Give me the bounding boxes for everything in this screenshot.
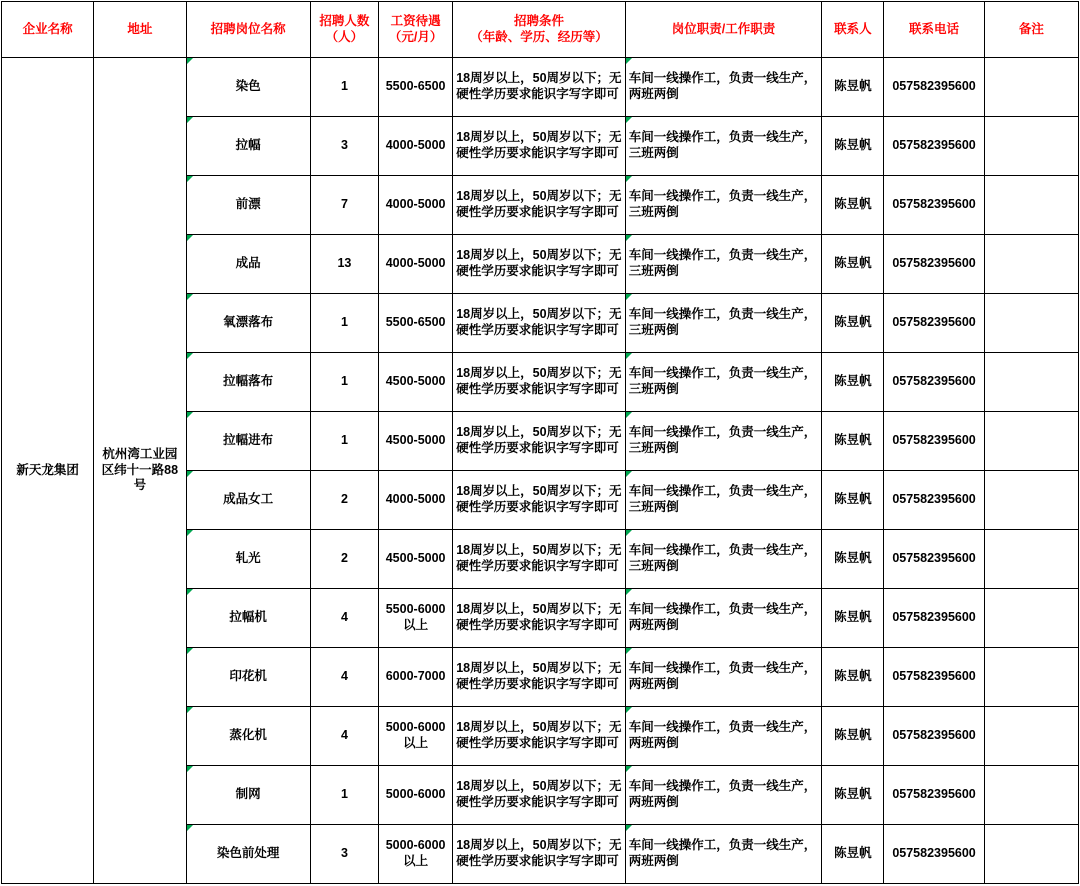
corner-marker-icon [626, 707, 632, 713]
cell-post-text: 制网 [235, 787, 261, 802]
cell-remark [984, 176, 1078, 235]
column-header-remark: 备注 [984, 2, 1078, 58]
cell-salary-text: 5500-6000以上 [385, 602, 446, 632]
cell-post-text: 拉幅 [235, 138, 261, 153]
cell-headcount-text: 13 [337, 256, 352, 271]
cell-salary [379, 235, 453, 294]
cell-duty [625, 117, 822, 176]
cell-condition-text: 18周岁以上，50周岁以下；无硬性学历要求能识字写字即可 [456, 425, 622, 455]
recruitment-table [1, 1, 1079, 884]
cell-post-text: 拉幅落布 [223, 374, 274, 389]
cell-headcount-text: 7 [340, 197, 348, 212]
cell-headcount [310, 707, 378, 766]
cell-condition [453, 471, 625, 530]
cell-duty [625, 589, 822, 648]
cell-condition-text: 18周岁以上，50周岁以下；无硬性学历要求能识字写字即可 [456, 779, 622, 809]
cell-post-text: 拉幅进布 [223, 433, 274, 448]
cell-company: 新天龙集团 [2, 58, 94, 884]
table-header-row [2, 2, 1079, 58]
cell-headcount-text: 4 [340, 610, 348, 625]
table-body [2, 58, 1079, 884]
cell-salary [379, 589, 453, 648]
cell-condition [453, 707, 625, 766]
cell-duty-text: 车间一线操作工，负责一线生产，两班两倒 [628, 720, 817, 750]
cell-phone [884, 58, 984, 117]
corner-marker-icon [626, 530, 632, 536]
cell-phone [884, 825, 984, 884]
corner-marker-icon [187, 707, 193, 713]
cell-salary-text: 5000-6000以上 [385, 720, 446, 750]
cell-salary [379, 707, 453, 766]
cell-phone [884, 353, 984, 412]
cell-duty-text: 车间一线操作工，负责一线生产，两班两倒 [628, 838, 817, 868]
cell-duty-text: 车间一线操作工，负责一线生产，三班两倒 [628, 307, 817, 337]
cell-contact-text: 陈昱帆 [834, 138, 872, 153]
corner-marker-icon [187, 648, 193, 654]
cell-remark [984, 353, 1078, 412]
cell-salary-text: 5000-6000以上 [385, 838, 446, 868]
cell-condition-text: 18周岁以上，50周岁以下；无硬性学历要求能识字写字即可 [456, 838, 622, 868]
cell-post [186, 530, 310, 589]
cell-salary-text: 5500-6500 [385, 79, 446, 94]
cell-contact [822, 58, 884, 117]
corner-marker-icon [187, 530, 193, 536]
cell-salary-text: 5500-6500 [385, 315, 446, 330]
cell-duty-text: 车间一线操作工，负责一线生产，两班两倒 [628, 71, 817, 101]
cell-post-text: 印花机 [229, 669, 267, 684]
cell-phone-text: 057582395600 [892, 846, 976, 861]
cell-post [186, 176, 310, 235]
cell-duty [625, 707, 822, 766]
cell-remark [984, 766, 1078, 825]
cell-phone-text: 057582395600 [892, 79, 976, 94]
corner-marker-icon [626, 58, 632, 64]
table-row [2, 58, 1079, 117]
cell-headcount-text: 3 [340, 846, 348, 861]
cell-headcount [310, 589, 378, 648]
cell-contact [822, 117, 884, 176]
cell-contact [822, 471, 884, 530]
cell-phone-text: 057582395600 [892, 315, 976, 330]
cell-address: 杭州湾工业园区纬十一路88号 [94, 58, 186, 884]
cell-post-text: 染色 [235, 79, 261, 94]
cell-phone-text: 057582395600 [892, 256, 976, 271]
cell-condition [453, 294, 625, 353]
cell-duty-text: 车间一线操作工，负责一线生产，三班两倒 [628, 189, 817, 219]
corner-marker-icon [187, 117, 193, 123]
corner-marker-icon [626, 825, 632, 831]
cell-contact [822, 707, 884, 766]
corner-marker-icon [626, 353, 632, 359]
cell-salary [379, 766, 453, 825]
cell-contact-text: 陈昱帆 [834, 610, 872, 625]
cell-salary [379, 353, 453, 412]
cell-headcount-text: 3 [340, 138, 348, 153]
cell-headcount-text: 4 [340, 728, 348, 743]
cell-duty-text: 车间一线操作工，负责一线生产，两班两倒 [628, 779, 817, 809]
cell-phone [884, 235, 984, 294]
cell-duty-text: 车间一线操作工，负责一线生产，三班两倒 [628, 248, 817, 278]
corner-marker-icon [187, 294, 193, 300]
cell-contact-text: 陈昱帆 [834, 315, 872, 330]
cell-condition [453, 58, 625, 117]
cell-salary-text: 4000-5000 [385, 256, 446, 271]
cell-condition [453, 589, 625, 648]
cell-phone-text: 057582395600 [892, 787, 976, 802]
cell-post [186, 235, 310, 294]
cell-salary [379, 176, 453, 235]
cell-contact [822, 294, 884, 353]
cell-phone [884, 589, 984, 648]
corner-marker-icon [626, 176, 632, 182]
cell-phone [884, 412, 984, 471]
cell-phone-text: 057582395600 [892, 197, 976, 212]
cell-post [186, 58, 310, 117]
cell-headcount [310, 648, 378, 707]
cell-headcount-text: 2 [340, 492, 348, 507]
corner-marker-icon [187, 589, 193, 595]
cell-duty-text: 车间一线操作工，负责一线生产，三班两倒 [628, 130, 817, 160]
cell-phone-text: 057582395600 [892, 433, 976, 448]
corner-marker-icon [626, 766, 632, 772]
column-header-contact: 联系人 [822, 2, 884, 58]
cell-post [186, 117, 310, 176]
cell-duty [625, 530, 822, 589]
cell-remark [984, 471, 1078, 530]
corner-marker-icon [187, 412, 193, 418]
cell-post-text: 前漂 [235, 197, 261, 212]
cell-salary [379, 117, 453, 176]
cell-headcount-text: 1 [340, 79, 348, 94]
corner-marker-icon [187, 235, 193, 241]
cell-duty-text: 车间一线操作工，负责一线生产，三班两倒 [628, 425, 817, 455]
cell-condition-text: 18周岁以上，50周岁以下；无硬性学历要求能识字写字即可 [456, 720, 622, 750]
cell-phone-text: 057582395600 [892, 492, 976, 507]
cell-post [186, 648, 310, 707]
cell-phone-text: 057582395600 [892, 138, 976, 153]
cell-post-text: 成品 [235, 256, 261, 271]
cell-salary [379, 58, 453, 117]
column-header-condition: 招聘条件 （年龄、学历、经历等） [453, 2, 625, 58]
cell-duty-text: 车间一线操作工，负责一线生产，三班两倒 [628, 484, 817, 514]
cell-post-text: 成品女工 [223, 492, 274, 507]
cell-phone-text: 057582395600 [892, 374, 976, 389]
corner-marker-icon [187, 353, 193, 359]
cell-headcount-text: 4 [340, 669, 348, 684]
corner-marker-icon [626, 294, 632, 300]
cell-remark [984, 117, 1078, 176]
corner-marker-icon [626, 471, 632, 477]
cell-headcount [310, 58, 378, 117]
corner-marker-icon [626, 589, 632, 595]
cell-salary [379, 471, 453, 530]
cell-headcount [310, 471, 378, 530]
cell-salary [379, 648, 453, 707]
cell-contact-text: 陈昱帆 [834, 256, 872, 271]
cell-post [186, 412, 310, 471]
cell-condition-text: 18周岁以上，50周岁以下；无硬性学历要求能识字写字即可 [456, 71, 622, 101]
cell-post [186, 707, 310, 766]
corner-marker-icon [187, 58, 193, 64]
cell-headcount [310, 412, 378, 471]
cell-duty [625, 471, 822, 530]
cell-duty-text: 车间一线操作工，负责一线生产，两班两倒 [628, 602, 817, 632]
cell-post [186, 353, 310, 412]
cell-post-text: 染色前处理 [216, 846, 280, 861]
cell-condition [453, 530, 625, 589]
cell-phone [884, 117, 984, 176]
cell-salary-text: 4500-5000 [385, 433, 446, 448]
corner-marker-icon [187, 766, 193, 772]
cell-post [186, 294, 310, 353]
cell-headcount [310, 353, 378, 412]
column-header-duty: 岗位职责/工作职责 [625, 2, 822, 58]
cell-phone [884, 707, 984, 766]
cell-salary-text: 6000-7000 [385, 669, 446, 684]
corner-marker-icon [187, 825, 193, 831]
cell-remark [984, 825, 1078, 884]
corner-marker-icon [626, 117, 632, 123]
column-header-salary: 工资待遇 （元/月） [379, 2, 453, 58]
cell-duty [625, 412, 822, 471]
cell-remark [984, 235, 1078, 294]
cell-condition [453, 648, 625, 707]
cell-phone [884, 766, 984, 825]
cell-salary-text: 4000-5000 [385, 138, 446, 153]
cell-headcount [310, 294, 378, 353]
cell-contact [822, 648, 884, 707]
cell-headcount-text: 1 [340, 433, 348, 448]
cell-headcount [310, 176, 378, 235]
cell-contact-text: 陈昱帆 [834, 669, 872, 684]
cell-contact-text: 陈昱帆 [834, 846, 872, 861]
cell-post-text: 蒸化机 [229, 728, 267, 743]
cell-duty [625, 648, 822, 707]
cell-condition-text: 18周岁以上，50周岁以下；无硬性学历要求能识字写字即可 [456, 189, 622, 219]
cell-post [186, 589, 310, 648]
cell-condition [453, 117, 625, 176]
cell-remark [984, 589, 1078, 648]
cell-condition [453, 766, 625, 825]
cell-post-text: 氧漂落布 [223, 315, 274, 330]
cell-contact [822, 530, 884, 589]
cell-headcount [310, 825, 378, 884]
cell-headcount-text: 2 [340, 551, 348, 566]
cell-condition-text: 18周岁以上，50周岁以下；无硬性学历要求能识字写字即可 [456, 661, 622, 691]
corner-marker-icon [187, 471, 193, 477]
cell-condition [453, 235, 625, 294]
cell-condition [453, 412, 625, 471]
cell-post-text: 轧光 [235, 551, 261, 566]
cell-phone-text: 057582395600 [892, 551, 976, 566]
corner-marker-icon [626, 235, 632, 241]
cell-contact-text: 陈昱帆 [834, 79, 872, 94]
cell-salary [379, 294, 453, 353]
cell-remark [984, 707, 1078, 766]
cell-condition-text: 18周岁以上，50周岁以下；无硬性学历要求能识字写字即可 [456, 307, 622, 337]
cell-duty [625, 766, 822, 825]
cell-phone [884, 176, 984, 235]
cell-remark [984, 648, 1078, 707]
cell-salary [379, 412, 453, 471]
column-header-phone: 联系电话 [884, 2, 984, 58]
cell-condition-text: 18周岁以上，50周岁以下；无硬性学历要求能识字写字即可 [456, 543, 622, 573]
cell-contact [822, 353, 884, 412]
cell-phone-text: 057582395600 [892, 728, 976, 743]
cell-post [186, 766, 310, 825]
cell-contact [822, 412, 884, 471]
cell-salary-text: 4000-5000 [385, 492, 446, 507]
cell-salary-text: 4500-5000 [385, 551, 446, 566]
cell-duty [625, 353, 822, 412]
cell-contact-text: 陈昱帆 [834, 197, 872, 212]
table-header [2, 2, 1079, 58]
cell-headcount-text: 1 [340, 787, 348, 802]
cell-duty [625, 294, 822, 353]
cell-post [186, 471, 310, 530]
cell-contact [822, 235, 884, 294]
cell-phone [884, 648, 984, 707]
column-header-company: 企业名称 [2, 2, 94, 58]
cell-contact [822, 176, 884, 235]
cell-headcount [310, 530, 378, 589]
cell-phone [884, 471, 984, 530]
column-header-headcount: 招聘人数 （人） [310, 2, 378, 58]
cell-condition-text: 18周岁以上，50周岁以下；无硬性学历要求能识字写字即可 [456, 366, 622, 396]
cell-duty [625, 58, 822, 117]
cell-headcount-text: 1 [340, 374, 348, 389]
cell-salary-text: 4000-5000 [385, 197, 446, 212]
corner-marker-icon [187, 176, 193, 182]
cell-contact [822, 766, 884, 825]
cell-duty [625, 235, 822, 294]
cell-headcount-text: 1 [340, 315, 348, 330]
cell-phone-text: 057582395600 [892, 610, 976, 625]
cell-salary-text: 4500-5000 [385, 374, 446, 389]
cell-contact-text: 陈昱帆 [834, 551, 872, 566]
cell-post-text: 拉幅机 [229, 610, 267, 625]
cell-contact-text: 陈昱帆 [834, 787, 872, 802]
cell-contact-text: 陈昱帆 [834, 374, 872, 389]
corner-marker-icon [626, 412, 632, 418]
cell-remark [984, 412, 1078, 471]
corner-marker-icon [626, 648, 632, 654]
cell-contact-text: 陈昱帆 [834, 433, 872, 448]
column-header-address: 地址 [94, 2, 186, 58]
cell-phone [884, 530, 984, 589]
cell-condition [453, 353, 625, 412]
cell-condition [453, 825, 625, 884]
cell-contact [822, 589, 884, 648]
cell-duty [625, 825, 822, 884]
cell-headcount [310, 766, 378, 825]
cell-duty-text: 车间一线操作工，负责一线生产，三班两倒 [628, 543, 817, 573]
cell-duty [625, 176, 822, 235]
cell-remark [984, 58, 1078, 117]
cell-condition-text: 18周岁以上，50周岁以下；无硬性学历要求能识字写字即可 [456, 130, 622, 160]
cell-condition-text: 18周岁以上，50周岁以下；无硬性学历要求能识字写字即可 [456, 248, 622, 278]
cell-duty-text: 车间一线操作工，负责一线生产，两班两倒 [628, 661, 817, 691]
cell-condition [453, 176, 625, 235]
cell-remark [984, 294, 1078, 353]
column-header-post: 招聘岗位名称 [186, 2, 310, 58]
cell-contact-text: 陈昱帆 [834, 492, 872, 507]
cell-salary [379, 530, 453, 589]
cell-contact [822, 825, 884, 884]
cell-salary-text: 5000-6000 [385, 787, 446, 802]
cell-remark [984, 530, 1078, 589]
cell-contact-text: 陈昱帆 [834, 728, 872, 743]
cell-phone [884, 294, 984, 353]
cell-condition-text: 18周岁以上，50周岁以下；无硬性学历要求能识字写字即可 [456, 484, 622, 514]
cell-post [186, 825, 310, 884]
cell-duty-text: 车间一线操作工，负责一线生产，三班两倒 [628, 366, 817, 396]
cell-salary [379, 825, 453, 884]
cell-condition-text: 18周岁以上，50周岁以下；无硬性学历要求能识字写字即可 [456, 602, 622, 632]
cell-headcount [310, 117, 378, 176]
cell-phone-text: 057582395600 [892, 669, 976, 684]
cell-headcount [310, 235, 378, 294]
